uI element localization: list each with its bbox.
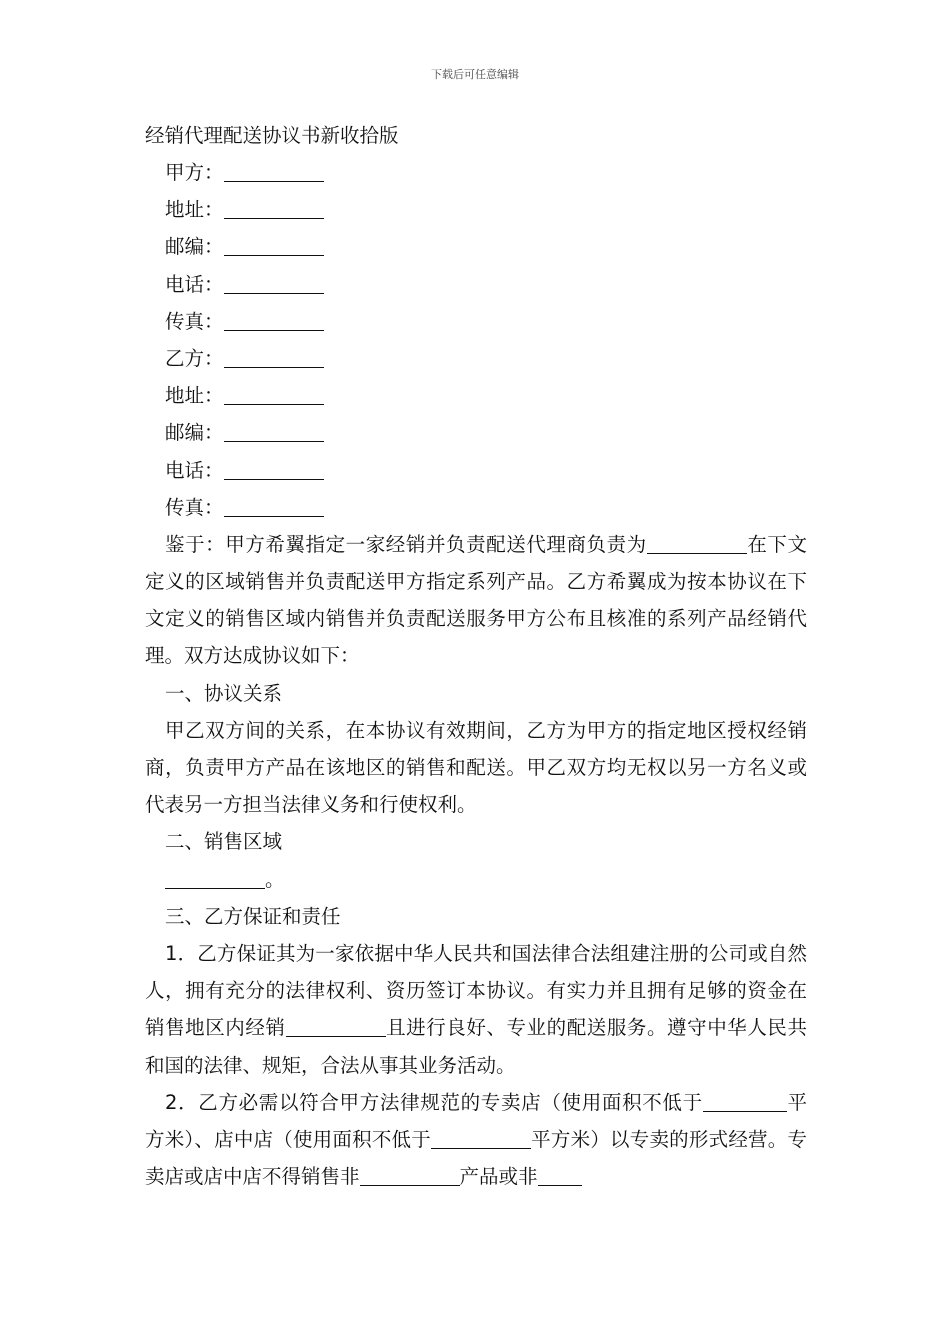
party-b-name-field	[145, 340, 807, 377]
field-label: 地址：	[165, 384, 224, 408]
preamble-text-2: 在下文定义的区域销售并负责配送甲方指定系列产品。乙方希翼成为按本协议在下文定义的销售区域内销售并负责配送服务甲方公布且核准的系列产品经销代理。双方达成协议如下：	[145, 532, 807, 668]
blank-line	[747, 1089, 787, 1112]
blank-line	[224, 494, 324, 517]
field-label: 传真：	[165, 495, 224, 519]
section-1-heading: 一、协议关系	[165, 681, 283, 705]
item-2-text-3: 平方米）以专卖的形式经营。专卖店或店中店不得销售非	[145, 1128, 807, 1189]
item-1-text-1: 1．乙方保证其为一家依据中华人民共和国法律合法组建注册的公司或自然人，拥有充分的法律权利、资历签订本协议。有实力并且拥有足够的资金在销售地区内经销	[145, 942, 807, 1040]
field-label: 电话：	[165, 272, 224, 296]
preamble-paragraph	[145, 526, 807, 675]
item-2-text-1: 2．乙方必需以符合甲方法律规范的专卖店（使用面积不低于	[165, 1090, 703, 1114]
party-b-phone-field	[145, 452, 807, 489]
party-a-fax-field	[145, 303, 807, 340]
section-2-heading: 二、销售区域	[165, 830, 283, 854]
blank-line	[224, 159, 324, 182]
blank-line	[703, 1089, 747, 1112]
item-2-text-2: 平方米）、店中店（使用面积不低于	[145, 1090, 807, 1152]
item-2-text-4: 产品或非	[459, 1165, 538, 1189]
blank-line	[647, 531, 747, 554]
party-b-address-field	[145, 377, 807, 414]
sales-region-field	[145, 861, 807, 898]
page-header: 下载后可任意编辑	[431, 68, 519, 81]
field-label: 传真：	[165, 309, 224, 333]
blank-line	[224, 308, 324, 331]
document-body	[145, 117, 807, 1195]
section-3-heading: 三、乙方保证和责任	[165, 904, 341, 928]
field-label: 甲方：	[165, 161, 224, 184]
section-3-item-1	[145, 935, 807, 1084]
field-label: 乙方：	[165, 346, 224, 370]
party-a-phone-field	[145, 266, 807, 303]
blank-line	[286, 1014, 386, 1037]
blank-line	[224, 419, 324, 442]
field-label: 地址：	[165, 198, 224, 222]
party-b-postcode-field	[145, 414, 807, 451]
section-3-item-2	[145, 1084, 807, 1196]
blank-line	[165, 866, 265, 889]
blank-line	[224, 196, 324, 219]
blank-line	[224, 382, 324, 405]
section-1-paragraph: 甲乙双方间的关系，在本协议有效期间，乙方为甲方的指定地区授权经销商，负责甲方产品在该地区的销售和配送。甲乙双方均无权以另一方名义或代表另一方担当法律义务和行使权利。	[145, 718, 807, 817]
blank-line	[224, 233, 324, 256]
field-label: 电话：	[165, 458, 224, 482]
preamble-text-1: 鉴于：甲方希翼指定一家经销并负责配送代理商负责为	[165, 532, 647, 556]
blank-line	[224, 345, 324, 368]
blank-line	[360, 1163, 460, 1186]
blank-line	[224, 271, 324, 294]
blank-line	[538, 1163, 582, 1186]
blank-line	[224, 457, 324, 480]
item-1-text-2: 且进行良好、专业的配送服务。遵守中华人民共和国的法律、规矩，合法从事其业务活动。	[145, 1016, 807, 1077]
party-a-name-field	[145, 154, 807, 191]
field-label: 邮编：	[165, 235, 224, 259]
document-title: 经销代理配送协议书新收拾版	[145, 124, 399, 147]
blank-line	[431, 1126, 531, 1149]
field-label: 邮编：	[165, 421, 224, 445]
party-a-address-field	[145, 191, 807, 228]
sales-region-suffix: 。	[265, 867, 285, 891]
party-a-postcode-field	[145, 228, 807, 265]
party-b-fax-field	[145, 489, 807, 526]
